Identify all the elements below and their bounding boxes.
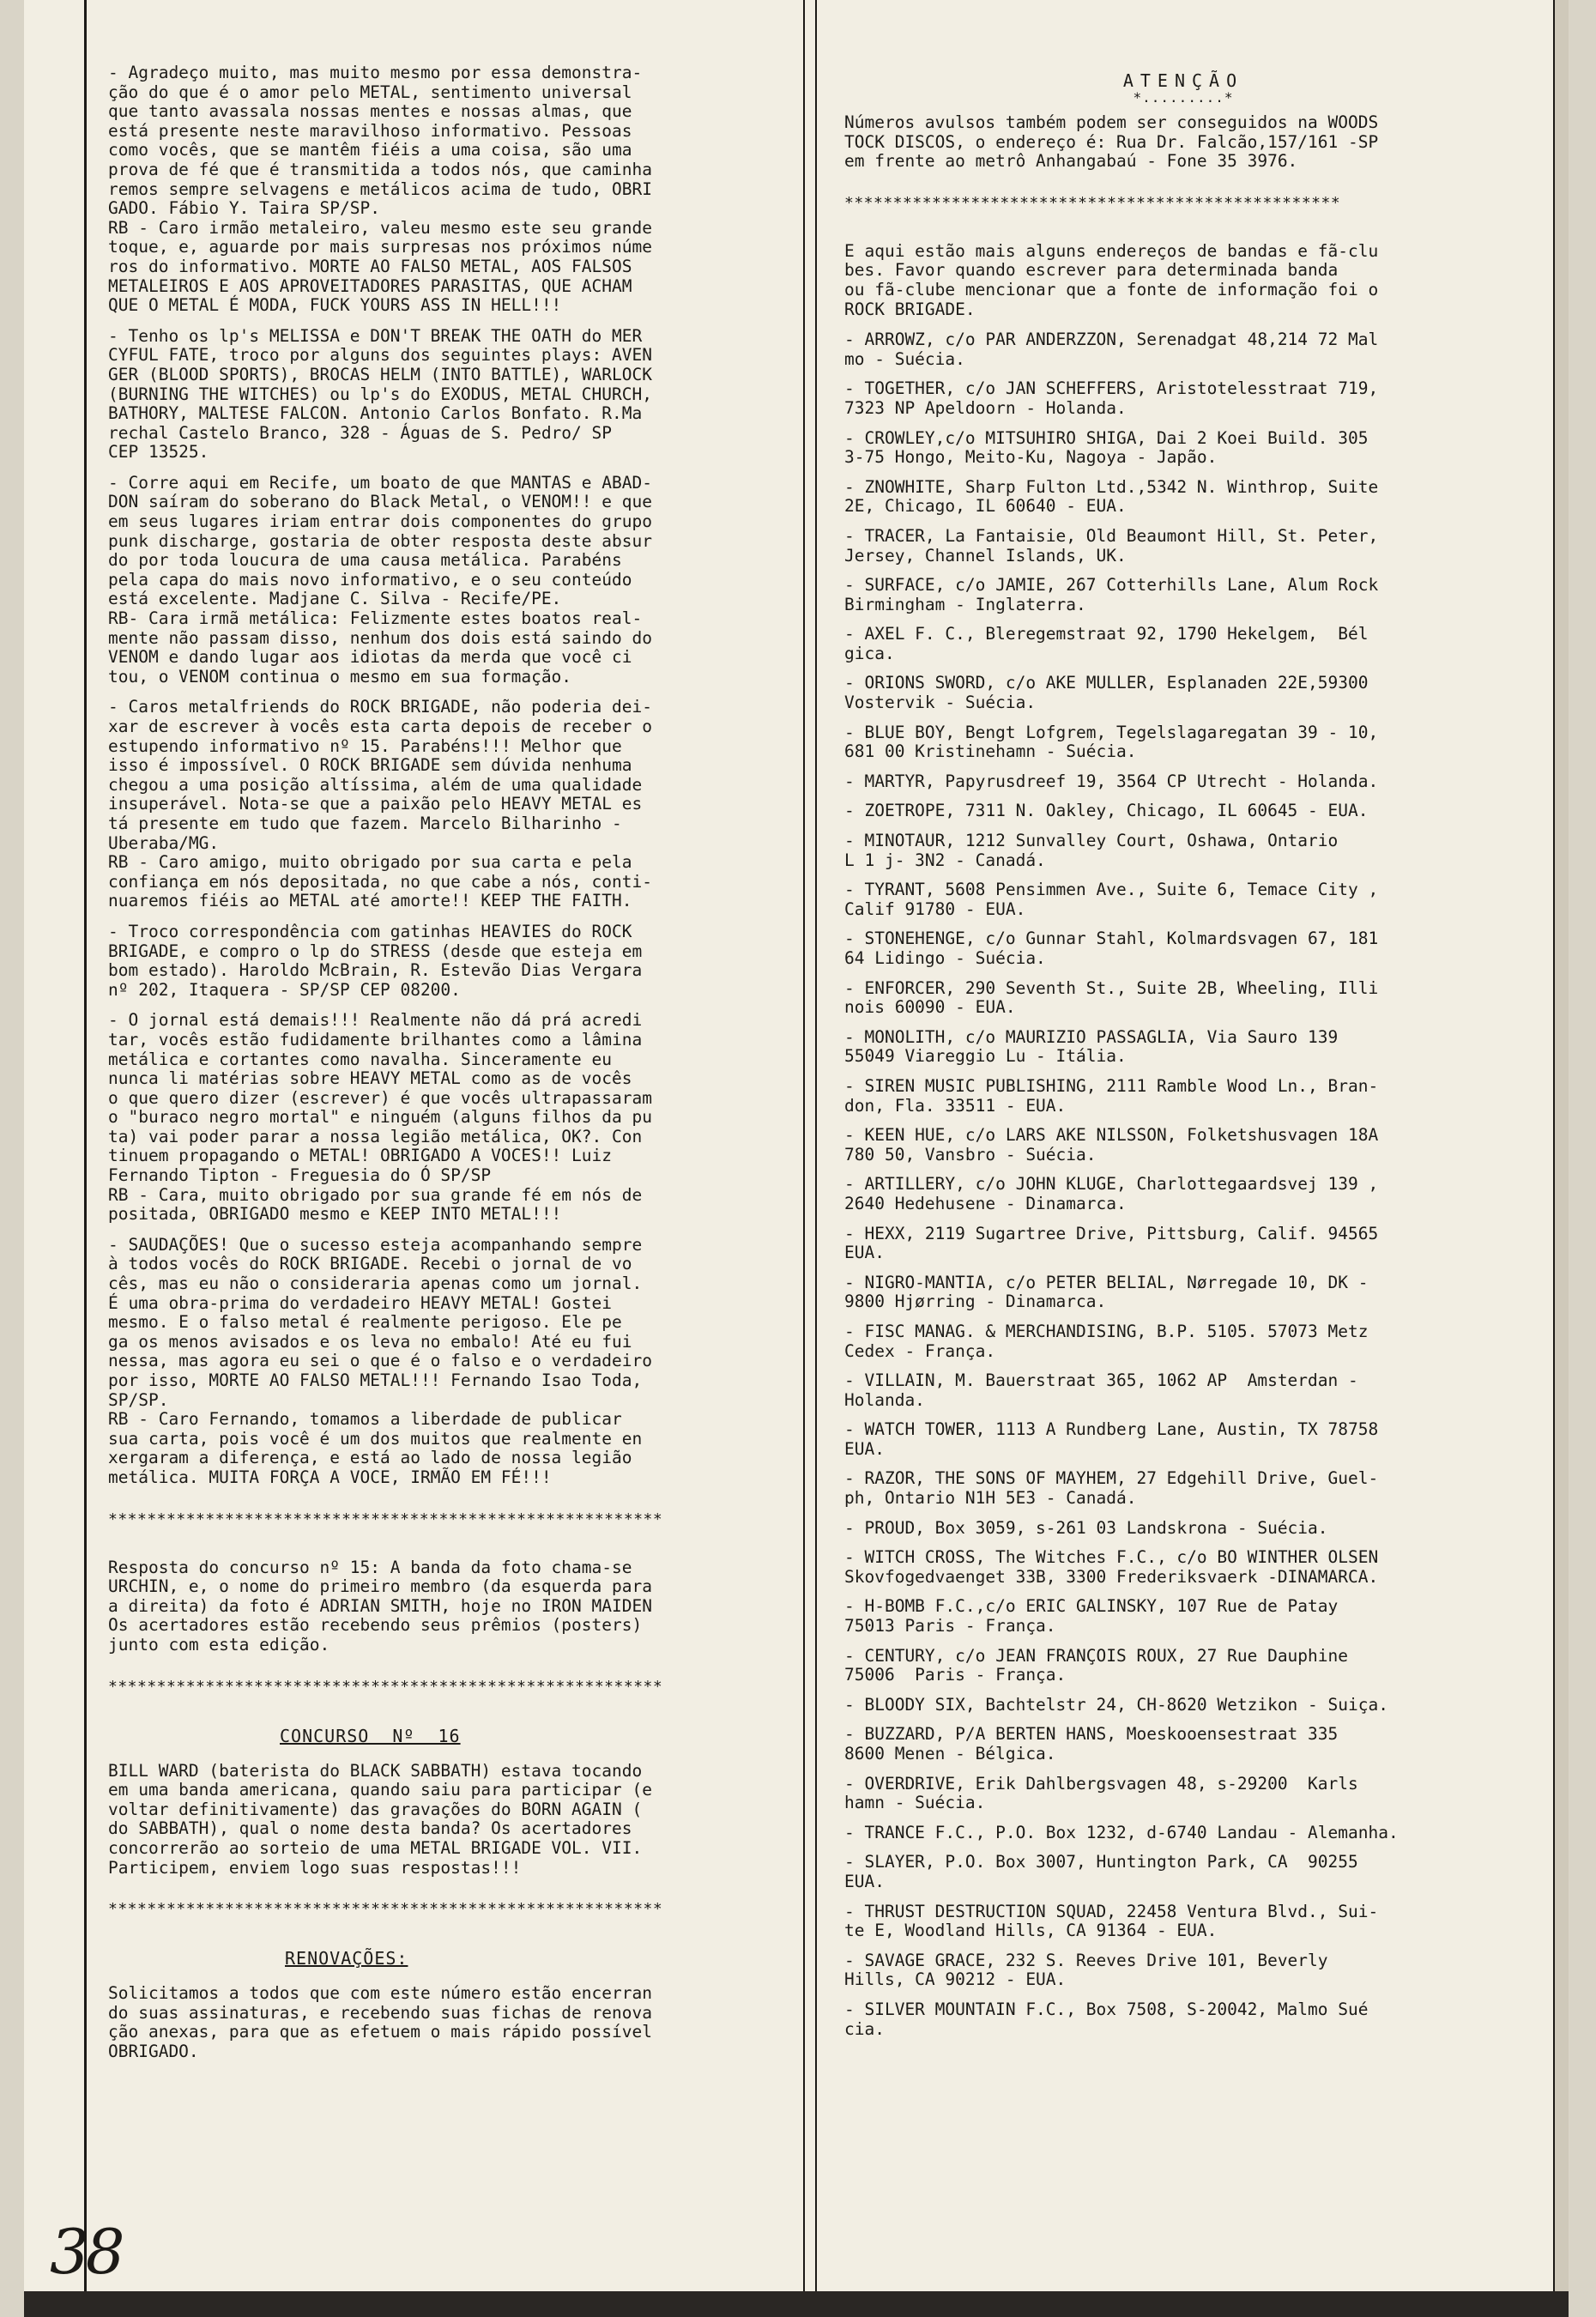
address-entry: - BLUE BOY, Bengt Lofgrem, Tegelslagaregatan 39 - 10, 681 00 Kristinehamn - Suécia. — [844, 722, 1379, 762]
right-column — [844, 0, 1522, 2291]
address-entry: - BUZZARD, P/A BERTEN HANS, Moeskooensestraat 335 8600 Menen - Bélgica. — [844, 1724, 1339, 1763]
contest-title: CONCURSO Nº 16 — [280, 1725, 461, 1746]
address-entry: - RAZOR, THE SONS OF MAYHEM, 27 Edgehill Drive, Guel- ph, Ontario N1H 5E3 - Canadá. — [844, 1468, 1379, 1509]
address-entry: - STONEHENGE, c/o Gunnar Stahl, Kolmardsvagen 67, 181 64 Lidingo - Suécia. — [844, 929, 1379, 968]
letter: - Tenho os lp's MELISSA e DON'T BREAK THE OATH do MER CYFUL FATE, troco por alguns dos seguintes plays: AVEN GER (BLOOD SPORTS), BROCAS HELM (INTO BATTLE), WARLOCK (BURNING THE WITCHES) ou lp's do EXODUS, METAL CHURCH, BATHORY, MALTESE FALCON. Antonio Carlos Bonfato. R.Ma rechal Castelo Branco, 328 - Águas de S. Pedro/ SP CEP 13525. — [108, 325, 652, 463]
address-entry: - TOGETHER, c/o JAN SCHEFFERS, Aristotelesstraat 719, 7323 NP Apeldoorn - Holanda. — [844, 378, 1379, 418]
address-entry: - SURFACE, c/o JAMIE, 267 Cotterhills Lane, Alum Rock Birmingham - Inglaterra. — [844, 575, 1379, 614]
address-entry: - ORIONS SWORD, c/o AKE MULLER, Esplanaden 22E,59300 Vostervik - Suécia. — [844, 673, 1369, 713]
left-margin-rule — [84, 0, 87, 2317]
atencao-text: Números avulsos também podem ser conseguidos na WOODS TOCK DISCOS, o endereço é: Rua Dr. Falcão,157/161 -SP em frente ao metrô Anhangabaú - Fone 35 3976. — [844, 112, 1379, 172]
address-entry: - CENTURY, c/o JEAN FRANÇOIS ROUX, 27 Rue Dauphine 75006 Paris - França. — [844, 1645, 1348, 1685]
address-entry: - OVERDRIVE, Erik Dahlbergsvagen 48, s-29200 Karls hamn - Suécia. — [844, 1773, 1358, 1813]
address-entry: - THRUST DESTRUCTION SQUAD, 22458 Ventura Blvd., Sui- te E, Woodland Hills, CA 91364 - EUA. — [844, 1901, 1379, 1941]
atencao-underline: *.........* — [1133, 89, 1234, 106]
address-entry: - H-BOMB F.C.,c/o ERIC GALINSKY, 107 Rue de Patay 75013 Paris - França. — [844, 1596, 1339, 1636]
letter: - Troco correspondência com gatinhas HEAVIES do ROCK BRIGADE, e compro o lp do STRESS (desde que esteja em bom estado). Haroldo McBrain, R. Estevão Dias Vergara nº 202, Itaquera - SP/SP CEP 08200. — [108, 921, 643, 1000]
star-separator: *************************************************** — [844, 193, 1341, 212]
column-divider-rule-inner — [815, 0, 817, 2317]
atencao-title: ATENÇÃO — [1122, 70, 1244, 91]
magazine-page — [24, 0, 1569, 2317]
address-entry: - MARTYR, Papyrusdreef 19, 3564 CP Utrecht - Holanda. — [844, 771, 1379, 791]
address-entry: - PROUD, Box 3059, s-261 03 Landskrona - Suécia. — [844, 1517, 1328, 1538]
contest-text: BILL WARD (baterista do BLACK SABBATH) estava tocando em uma banda americana, quando saiu para participar (e voltar definitivamente) das gravações do BORN AGAIN ( do SABBATH), qual o nome desta banda? Os acertadores concorrerão ao sorteio de uma METAL BRIGADE VOL. VII. Participem, enviem logo suas respostas!!! — [108, 1760, 652, 1878]
address-entry: - BLOODY SIX, Bachtelstr 24, CH-8620 Wetzikon - Suiça. — [844, 1694, 1388, 1715]
star-separator: ********************************************************* — [108, 1677, 663, 1696]
renewals-title: RENOVAÇÕES: — [285, 1948, 408, 1969]
addresses-intro: E aqui estão mais alguns endereços de bandas e fã-clu bes. Favor quando escrever para determinada banda ou fã-clube mencionar que a fonte de informação foi o ROCK BRIGADE. — [844, 240, 1379, 319]
address-entry: - CROWLEY,c/o MITSUHIRO SHIGA, Dai 2 Koei Build. 305 3-75 Hongo, Meito-Ku, Nagoya - Japão. — [844, 427, 1369, 468]
letter: - Agradeço muito, mas muito mesmo por essa demonstra- ção do que é o amor pelo METAL, sentimento universal que tanto avassala nossas mentes e nossas almas, que está presente neste maravilhoso informativo. Pessoas como vocês, que se mantêm fiéis a uma coisa, são uma prova de fé que é transmitida a todos nós, que caminha remos sempre selvagens e metálicos acima de tudo, OBRI GADO. Fábio Y. Taira SP/SP. RB - Caro irmão metaleiro, valeu mesmo este seu grande toque, e, aguarde por mais surpresas nos próximos núme ros do informativo. MORTE AO FALSO METAL, AOS FALSOS METALEIROS E AOS APROVEITADORES PARASITAS, QUE ACHAM QUE O METAL É MODA, FUCK YOURS ASS IN HELL!!! — [108, 63, 652, 316]
address-entry: - TYRANT, 5608 Pensimmen Ave., Suite 6, Temace City , Calif 91780 - EUA. — [844, 880, 1379, 919]
letter: - Corre aqui em Recife, um boato de que MANTAS e ABAD- DON saíram do soberano do Black Metal, o VENOM!! e que em seus lugares iriam entrar dois componentes do grupo punk discharge, gostaria de obter resposta deste absur do por toda loucura de uma causa metálica. Parabéns pela capa do mais novo informativo, e o seu conteúdo está excelente. Madjane C. Silva - Recife/PE. RB- Cara irmã metálica: Felizmente estes boatos real- mente não passam disso, nenhum dos dois está saindo do VENOM e dando lugar aos idiotas da merda que você ci tou, o VENOM continua o mesmo em sua formação. — [108, 472, 652, 687]
address-entry: - MONOLITH, c/o MAURIZIO PASSAGLIA, Via Sauro 139 55049 Viareggio Lu - Itália. — [844, 1026, 1339, 1067]
page-number: 38 — [50, 2216, 122, 2288]
address-entry: - WITCH CROSS, The Witches F.C., c/o BO WINTHER OLSEN Skovfogedvaenget 33B, 3300 Frederiksvaerk -DINAMARCA. — [844, 1547, 1379, 1587]
address-entry: - ZOETROPE, 7311 N. Oakley, Chicago, IL 60645 - EUA. — [844, 801, 1369, 821]
address-entry: - SILVER MOUNTAIN F.C., Box 7508, S-20042, Malmo Sué cia. — [844, 1999, 1369, 2039]
address-entry: - ARROWZ, c/o PAR ANDERZZON, Serenadgat 48,214 72 Mal mo - Suécia. — [844, 330, 1379, 369]
page-bottom-edge — [24, 2291, 1569, 2317]
address-entry: - HEXX, 2119 Sugartree Drive, Pittsburg, Calif. 94565 EUA. — [844, 1223, 1379, 1263]
star-separator: ********************************************************* — [108, 1900, 663, 1919]
address-entry: - SAVAGE GRACE, 232 S. Reeves Drive 101, Beverly Hills, CA 90212 - EUA. — [844, 1950, 1328, 1990]
address-entry: - FISC MANAG. & MERCHANDISING, B.P. 5105. 57073 Metz Cedex - França. — [844, 1321, 1369, 1361]
address-entry: - WATCH TOWER, 1113 A Rundberg Lane, Austin, TX 78758 EUA. — [844, 1419, 1379, 1459]
letter: - Caros metalfriends do ROCK BRIGADE, não poderia dei- xar de escrever à vocês esta carta depois de receber o estupendo informativo nº 15. Parabéns!!! Melhor que isso é impossível. O ROCK BRIGADE sem dúvida nenhuma chegou a uma posição altíssima, além de uma qualidade insuperável. Nota-se que a paixão pelo HEAVY METAL es tá presente em tudo que fazem. Marcelo Bilharinho - Uberaba/MG. RB - Caro amigo, muito obrigado por sua carta e pela confiança em nós depositada, no que cabe a nós, conti- nuaremos fiéis ao METAL até amorte!! KEEP THE FAITH. — [108, 697, 652, 911]
address-entry: - TRACER, La Fantaisie, Old Beaumont Hill, St. Peter, Jersey, Channel Islands, UK. — [844, 525, 1379, 566]
address-entry: - AXEL F. C., Bleregemstraat 92, 1790 Hekelgem, Bél gica. — [844, 624, 1369, 663]
address-entry: - SLAYER, P.O. Box 3007, Huntington Park, CA 90255 EUA. — [844, 1852, 1358, 1891]
address-entry: - ENFORCER, 290 Seventh St., Suite 2B, Wheeling, Illi nois 60090 - EUA. — [844, 977, 1379, 1018]
letter: - O jornal está demais!!! Realmente não dá prá acredi tar, vocês estão fudidamente brilhantes como a lâmina metálica e cortantes como navalha. Sinceramente eu nunca li matérias sobre HEAVY METAL como as de vocês o que quero dizer (escrever) é que vocês ultrapassaram o "buraco negro mortal" e ninguém (alguns filhos da pu ta) vai poder parar a nossa legião metálica, OK?. Con tinuem propagando o METAL! OBRIGADO A VOCES!! Luiz Fernando Tipton - Freguesia do Ó SP/SP RB - Cara, muito obrigado por sua grande fé em nós de positada, OBRIGADO mesmo e KEEP INTO METAL!!! — [108, 1010, 652, 1225]
address-entry: - SIREN MUSIC PUBLISHING, 2111 Ramble Wood Ln., Bran- don, Fla. 33511 - EUA. — [844, 1075, 1379, 1116]
address-entry: - TRANCE F.C., P.O. Box 1232, d-6740 Landau - Alemanha. — [844, 1822, 1399, 1842]
contest-answer: Resposta do concurso nº 15: A banda da foto chama-se URCHIN, e, o nome do primeiro membro (da esquerda para a direita) da foto é ADRIAN SMITH, hoje no IRON MAIDEN Os acertadores estão recebendo seus prêmios (posters) junto com esta edição. — [108, 1557, 652, 1655]
address-entry: - MINOTAUR, 1212 Sunvalley Court, Oshawa, Ontario L 1 j- 3N2 - Canadá. — [844, 831, 1339, 870]
renewals-text: Solicitamos a todos que com este número estão encerran do suas assinaturas, e recebendo suas fichas de renova ção anexas, para que as efetuem o mais rápido possível OBRIGADO. — [108, 1983, 652, 2061]
star-separator: ********************************************************* — [108, 1509, 663, 1528]
address-entry: - ZNOWHITE, Sharp Fulton Ltd.,5342 N. Winthrop, Suite 2E, Chicago, IL 60640 - EUA. — [844, 476, 1379, 517]
address-entry: - VILLAIN, M. Bauerstraat 365, 1062 AP Amsterdan - Holanda. — [844, 1370, 1358, 1410]
address-entry: - KEEN HUE, c/o LARS AKE NILSSON, Folketshusvagen 18A 780 50, Vansbro - Suécia. — [844, 1125, 1379, 1165]
address-entry: - ARTILLERY, c/o JOHN KLUGE, Charlottegaardsvej 139 , 2640 Hedehusene - Dinamarca. — [844, 1174, 1379, 1213]
left-column — [108, 0, 786, 2291]
page-edge — [1555, 0, 1569, 2317]
address-entry: - NIGRO-MANTIA, c/o PETER BELIAL, Nørregade 10, DK - 9800 Hjørring - Dinamarca. — [844, 1272, 1369, 1312]
letter: - SAUDAÇÕES! Que o sucesso esteja acompanhando sempre à todos vocês do ROCK BRIGADE. Recebi o jornal de vo cês, mas eu não o consideraria apenas como um jornal. É uma obra-prima do verdadeiro HEAVY METAL! Gostei mesmo. E o falso metal é realmente perigoso. Ele pe ga os menos avisados e os leva no embalo! Até eu fui nessa, mas agora eu sei o que é o falso e o verdadeiro por isso, MORTE AO FALSO METAL!!! Fernando Isao Toda, SP/SP. RB - Caro Fernando, tomamos a liberdade de publicar sua carta, pois você é um dos muitos que realmente en xergaram a diferença, e está ao lado de nossa legião metálica. MUITA FORÇA A VOCE, IRMÃO EM FÉ!!! — [108, 1234, 652, 1487]
address-list — [844, 330, 1522, 2039]
column-divider-rule — [803, 0, 805, 2317]
